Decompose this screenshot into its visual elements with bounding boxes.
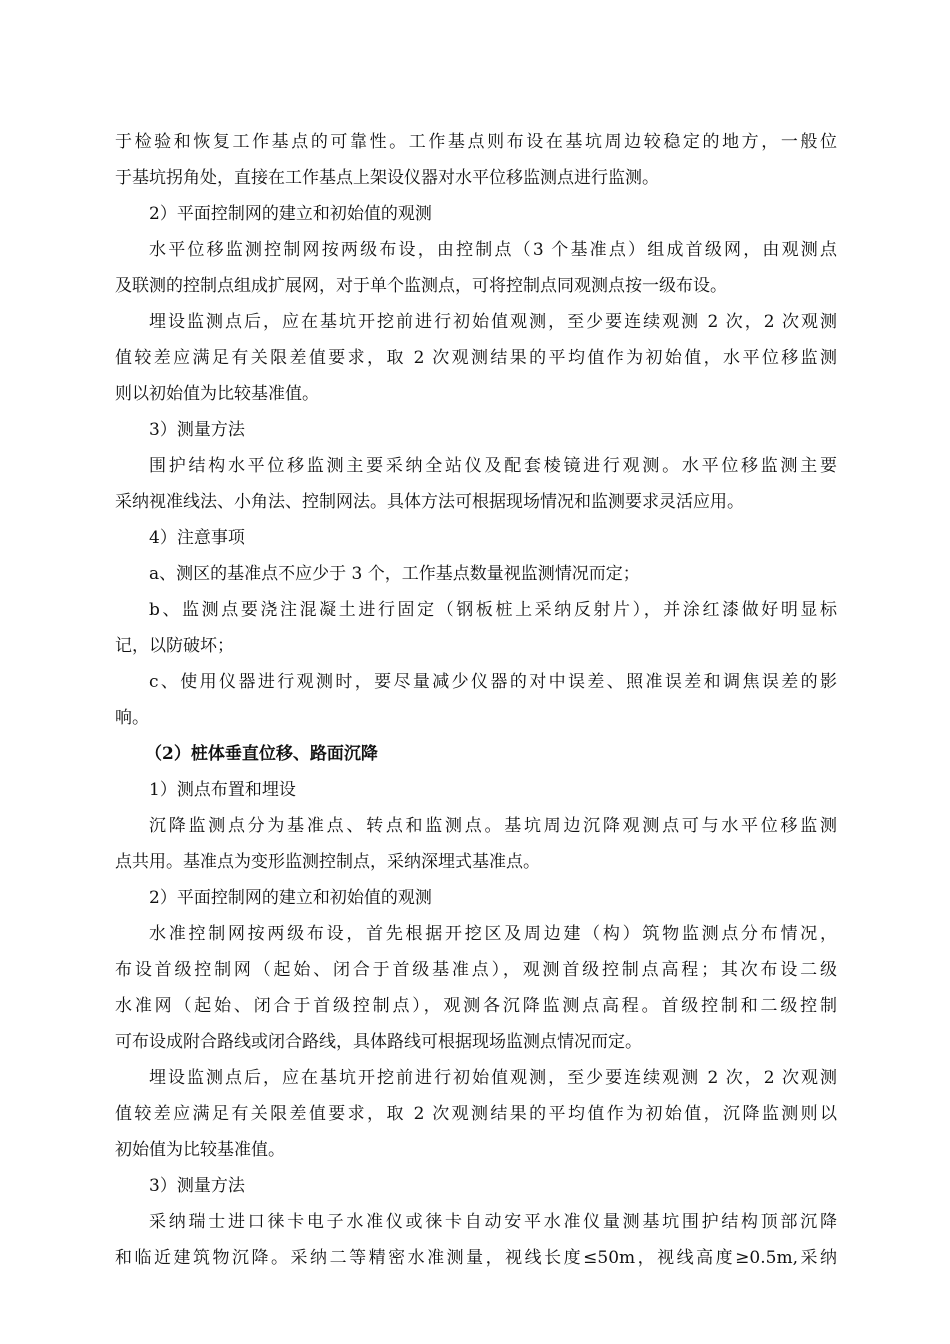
- text-line: 于基坑拐角处，直接在工作基点上架设仪器对水平位移监测点进行监测。: [115, 168, 659, 188]
- text-line: 和临近建筑物沉降。采纳二等精密水准测量，视线长度≤50m，视线高度≥0.5m,采纳: [115, 1248, 837, 1268]
- text-line: 记，以防破坏；: [115, 636, 234, 656]
- text-line: 值较差应满足有关限差值要求，取 2 次观测结果的平均值作为初始值，水平位移监测: [115, 348, 837, 368]
- text-line: 水平位移监测控制网按两级布设，由控制点（3 个基准点）组成首级网，由观测点: [149, 240, 837, 260]
- text-line: 采纳瑞士进口徕卡电子水准仪或徕卡自动安平水准仪量测基坑围护结构顶部沉降: [149, 1212, 837, 1232]
- text-line: 及联测的控制点组成扩展网，对于单个监测点，可将控制点同观测点按一级布设。: [115, 276, 727, 296]
- text-line: 点共用。基准点为变形监测控制点，采纳深埋式基准点。: [115, 852, 540, 872]
- text-line: 布设首级控制网（起始、闭合于首级基准点），观测首级控制点高程；其次布设二级: [115, 960, 837, 980]
- text-line: 沉降监测点分为基准点、转点和监测点。基坑周边沉降观测点可与水平位移监测: [149, 816, 837, 836]
- text-line: 水准控制网按两级布设，首先根据开挖区及周边建（构）筑物监测点分布情况，: [149, 924, 837, 944]
- text-line: 可布设成附合路线或闭合路线，具体路线可根据现场监测点情况而定。: [115, 1032, 642, 1052]
- text-line: a、测区的基准点不应少于 3 个，工作基点数量视监测情况而定；: [149, 564, 640, 584]
- text-line: 3）测量方法: [149, 1176, 245, 1196]
- text-line: 水准网（起始、闭合于首级控制点），观测各沉降监测点高程。首级控制和二级控制: [115, 996, 837, 1016]
- text-line: c、使用仪器进行观测时，要尽量减少仪器的对中误差、照准误差和调焦误差的影: [149, 672, 837, 692]
- text-line: b、监测点要浇注混凝土进行固定（钢板桩上采纳反射片），并涂红漆做好明显标: [149, 600, 837, 620]
- text-line: 围护结构水平位移监测主要采纳全站仪及配套棱镜进行观测。水平位移监测主要: [149, 456, 837, 476]
- text-line: 1）测点布置和埋设: [149, 780, 296, 800]
- text-line: 3）测量方法: [149, 420, 245, 440]
- text-line: 4）注意事项: [149, 528, 245, 548]
- text-line: 则以初始值为比较基准值。: [115, 384, 319, 404]
- text-line: 2）平面控制网的建立和初始值的观测: [149, 204, 432, 224]
- text-line: 响。: [115, 708, 149, 728]
- text-line: 埋设监测点后，应在基坑开挖前进行初始值观测，至少要连续观测 2 次，2 次观测: [149, 312, 837, 332]
- section-heading: （2）桩体垂直位移、路面沉降: [145, 744, 378, 764]
- text-line: 初始值为比较基准值。: [115, 1140, 285, 1160]
- text-line: 于检验和恢复工作基点的可靠性。工作基点则布设在基坑周边较稳定的地方，一般位: [115, 132, 837, 152]
- text-line: 采纳视准线法、小角法、控制网法。具体方法可根据现场情况和监测要求灵活应用。: [115, 492, 744, 512]
- document-body: [115, 124, 837, 1276]
- text-line: 埋设监测点后，应在基坑开挖前进行初始值观测，至少要连续观测 2 次，2 次观测: [149, 1068, 837, 1088]
- text-line: 2）平面控制网的建立和初始值的观测: [149, 888, 432, 908]
- text-line: 值较差应满足有关限差值要求，取 2 次观测结果的平均值作为初始值，沉降监测则以: [115, 1104, 837, 1124]
